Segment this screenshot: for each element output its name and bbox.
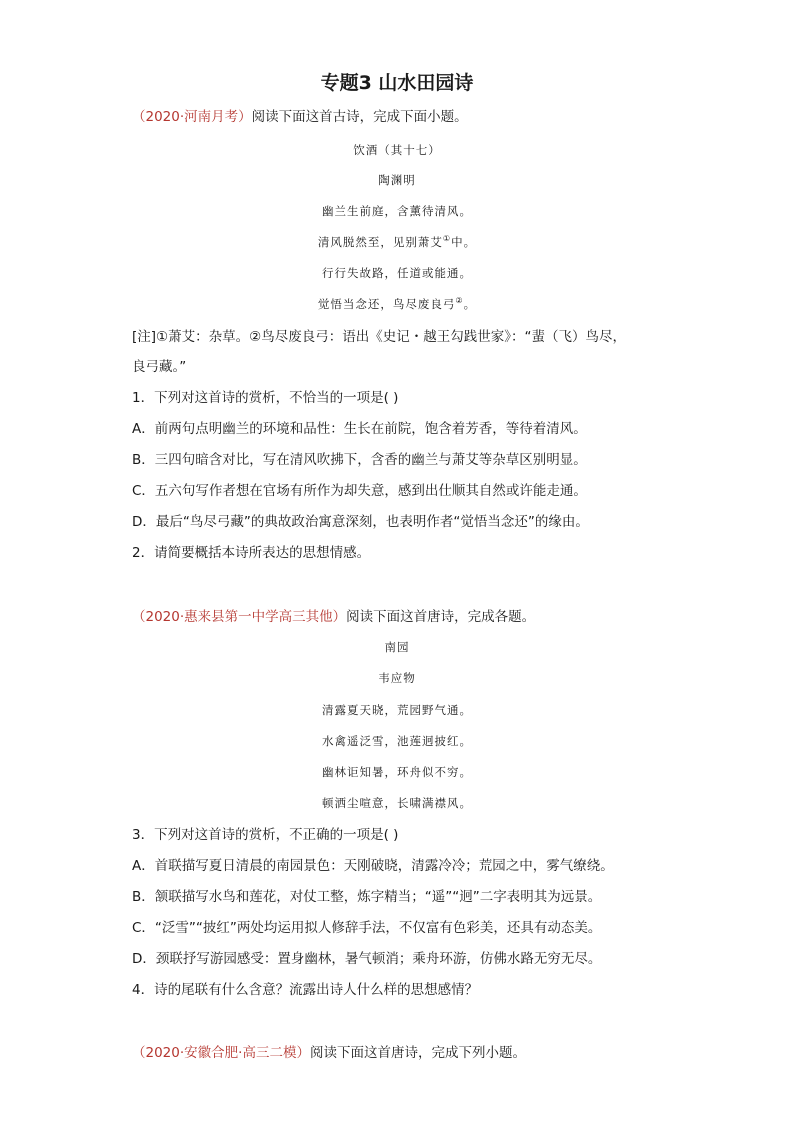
poem-line: 幽林讵知暑，环舟似不穷。 xyxy=(322,765,472,779)
poem-text: 中。 xyxy=(451,235,477,249)
poem-author: 陶渊明 xyxy=(378,173,416,187)
question-2: 2．请简要概括本诗所表达的思想情感。 xyxy=(132,545,371,561)
option-d: D．最后“鸟尽弓藏”的典故政治寓意深刻，也表明作者“觉悟当念还”的缘由。 xyxy=(132,514,589,530)
source-tag: （2020·惠来县第一中学高三其他） xyxy=(132,609,347,625)
poem-text: 觉悟当念还，鸟尽废良弓 xyxy=(317,297,456,311)
option-c: C．“泛雪”“披红”两处均运用拟人修辞手法，不仅富有色彩美，还具有动态美。 xyxy=(132,920,602,936)
poem-line: 行行失故路，任道或能通。 xyxy=(322,266,472,280)
poem-line: 水禽遥泛雪，池莲迥披红。 xyxy=(322,734,472,748)
page-title: 专题3 山水田园诗 xyxy=(320,72,474,94)
footnote-mark: ① xyxy=(442,234,452,244)
poem-line: 清露夏天晓，荒园野气通。 xyxy=(322,703,472,717)
question-4: 4．诗的尾联有什么含意？流露出诗人什么样的思想感情？ xyxy=(132,982,479,998)
poem-title: 饮酒（其十七） xyxy=(353,143,441,157)
poem-line xyxy=(0,233,794,251)
poem-text: 清风脱然至，见别萧艾 xyxy=(317,235,443,249)
poem-author: 韦应物 xyxy=(378,671,416,685)
question-3: 3．下列对这首诗的赏析，不正确的一项是( ) xyxy=(132,827,399,843)
poem-text: 。 xyxy=(463,297,477,311)
section-intro: 阅读下面这首唐诗，完成下列小题。 xyxy=(309,1045,526,1061)
poem-line: 顿洒尘喧意，长啸满襟风。 xyxy=(322,796,472,810)
source-tag: （2020·河南月考） xyxy=(132,109,252,125)
poem-title: 南园 xyxy=(384,640,410,654)
annotation-note: [注]①萧艾：杂草。②鸟尽废良弓：语出《史记・越王勾践世家》：“蜚（飞）鸟尽， xyxy=(132,329,626,345)
poem-line xyxy=(0,295,794,313)
section-intro: 阅读下面这首唐诗，完成各题。 xyxy=(346,609,536,625)
option-a: A．首联描写夏日清晨的南园景色：天刚破晓，清露冷冷；荒园之中，雾气缭绕。 xyxy=(132,858,614,874)
option-c: C．五六句写作者想在官场有所作为却失意，感到出仕顺其自然或许能走通。 xyxy=(132,483,587,499)
option-d: D．颈联抒写游园感受：置身幽林，暑气顿消；乘舟环游，仿佛水路无穷无尽。 xyxy=(132,951,602,967)
footnote-mark: ② xyxy=(455,296,464,306)
option-b: B．三四句暗含对比，写在清风吹拂下，含香的幽兰与萧艾等杂草区别明显。 xyxy=(132,452,587,468)
option-b: B．颔联描写水鸟和莲花，对仗工整，炼字精当；“遥”“迥”二字表明其为远景。 xyxy=(132,889,602,905)
option-a: A．前两句点明幽兰的环境和品性：生长在前院，饱含着芳香，等待着清风。 xyxy=(132,421,587,437)
poem-line: 幽兰生前庭，含薰待清风。 xyxy=(322,204,472,218)
section-3-header xyxy=(132,1043,526,1063)
section-2-header xyxy=(132,607,535,627)
source-tag: （2020·安徽合肥·高三二模） xyxy=(132,1045,310,1061)
annotation-note: 良弓藏。” xyxy=(132,359,187,375)
section-intro: 阅读下面这首古诗，完成下面小题。 xyxy=(251,109,468,125)
question-1: 1．下列对这首诗的赏析，不恰当的一项是( ) xyxy=(132,390,399,406)
section-1-header xyxy=(132,107,468,127)
